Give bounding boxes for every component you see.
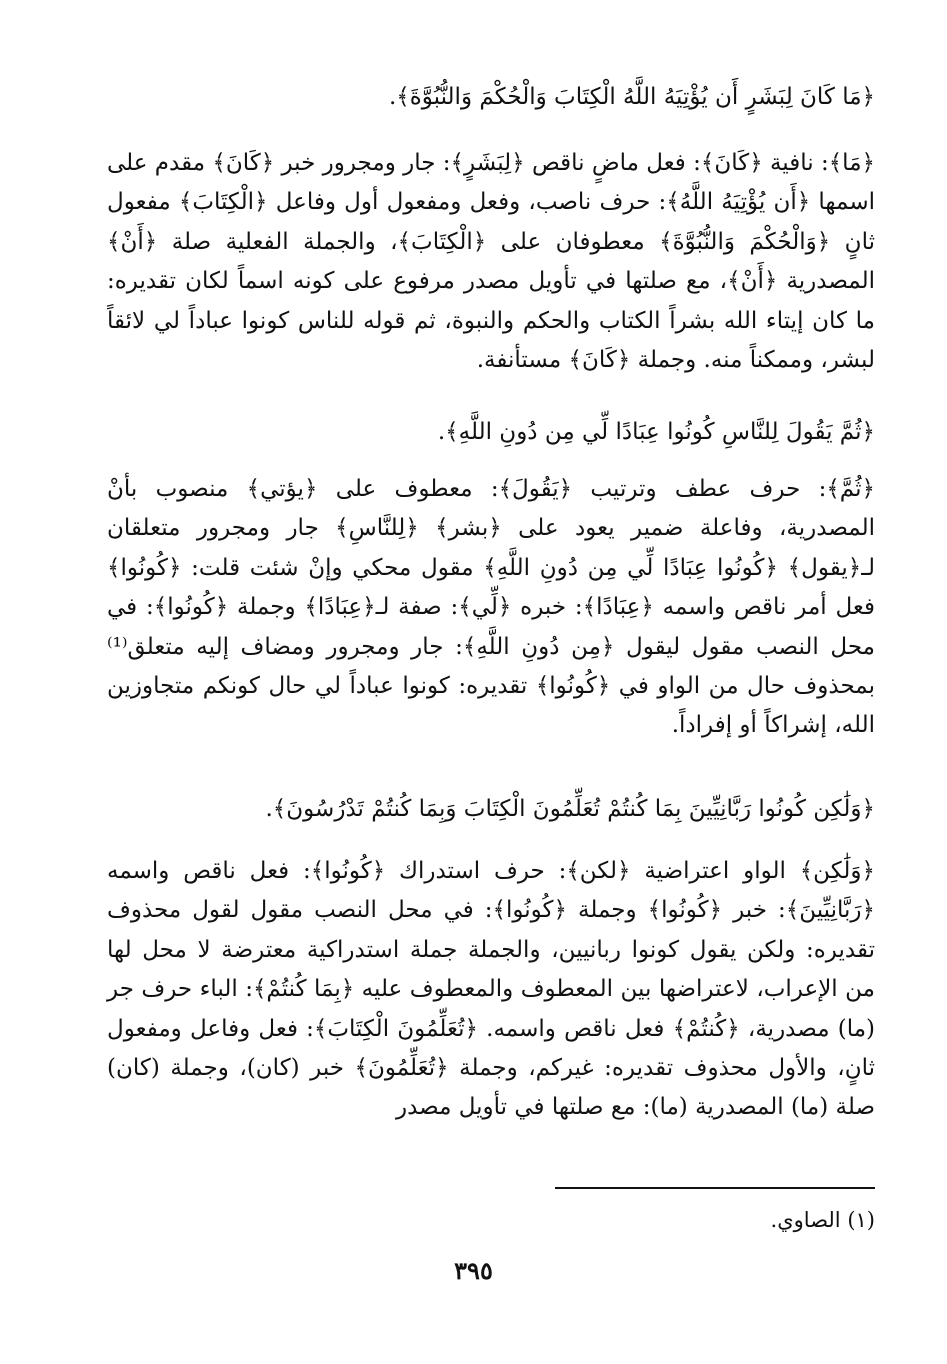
footnote-divider [555, 1187, 875, 1189]
quran-verse-2: ﴿ثُمَّ يَقُولَ لِلنَّاسِ كُونُوا عِبَادًا لِّي مِن دُونِ اللَّهِ﴾. [437, 419, 875, 445]
grammar-analysis-1: ﴿مَا﴾: نافية ﴿كَانَ﴾: فعل ماضٍ ناقص ﴿لِبَشَرٍ﴾: جار ومجرور خبر ﴿كَانَ﴾ مقدم على اسمها ﴿أَن يُؤْتِيَهُ اللَّهُ﴾: حرف ناصب، وفعل ومفعول أول وفاعل ﴿الْكِتَابَ﴾ مفعول ثانٍ ﴿وَالْحُكْمَ وَالنُّبُوَّةَ﴾ معطوفان على ﴿الْكِتَابَ﴾، والجملة الفعلية صلة ﴿أَنْ﴾ المصدرية ﴿أَنْ﴾، مع صلتها في تأويل مصدر مرفوع على كونه اسماً لكان تقديره: ما كان إيتاء الله بشراً الكتاب والحكم والنبوة، ثم قوله للناس كونوا عباداً لي لائقاً لبشر، وممكناً منه. وجملة ﴿كَانَ﴾ مستأنفة. [106, 150, 875, 374]
grammar-analysis-3: ﴿وَلَٰكِن﴾ الواو اعتراضية ﴿لكن﴾: حرف استدراك ﴿كُونُوا﴾: فعل ناقص واسمه ﴿رَبَّانِيِّينَ﴾: خبر ﴿كُونُوا﴾ وجملة ﴿كُونُوا﴾: في محل النصب مقول لقول محذوف تقديره: ولكن يقول كونوا ربانيين، والجملة جملة استدراكية معترضة لا محل لها من الإعراب، لاعتراضها بين المعطوف والمعطوف عليه ﴿بِمَا كُنتُمْ﴾: الباء حرف جر (ما) مصدرية، ﴿كُنتُمْ﴾ فعل ناقص واسمه. ﴿تُعَلِّمُونَ الْكِتَابَ﴾: فعل وفاعل ومفعول ثانٍ، والأول محذوف تقديره: غيركم، وجملة ﴿تُعَلِّمُونَ﴾ خبر (كان)، وجملة (كان) صلة (ما) المصدرية (ما): مع صلتها في تأويل مصدر [107, 858, 875, 1121]
grammar-analysis-2: ﴿ثُمَّ﴾: حرف عطف وترتيب ﴿يَقُولَ﴾: معطوف على ﴿يؤتي﴾ منصوب بأنْ المصدرية، وفاعلة ضمير يعود على ﴿بشر﴾ ﴿لِلنَّاسِ﴾ جار ومجرور متعلقان لـ﴿يقول﴾ ﴿كُونُوا عِبَادًا لِّي مِن دُونِ اللَّهِ﴾ مقول محكي وإنْ شئت قلت: ﴿كُونُوا﴾ فعل أمر ناقص واسمه ﴿عِبَادًا﴾: خبره ﴿لِّي﴾: صفة لـ﴿عِبَادًا﴾ وجملة ﴿كُونُوا﴾: في محل النصب مقول ليقول ﴿مِن دُونِ اللَّهِ﴾: جار ومجرور ومضاف إليه متعلق⁽¹⁾ بمحذوف حال من الواو في ﴿كُونُوا﴾ تقديره: كونوا عباداً لي حال كونكم متجاوزين الله، إشراكاً أو إفراداً. [107, 476, 875, 739]
quran-verse-3: ﴿وَلَٰكِن كُونُوا رَبَّانِيِّينَ بِمَا كُنتُمْ تُعَلِّمُونَ الْكِتَابَ وَبِمَا كُنتُمْ تَدْرُسُونَ﴾. [265, 796, 875, 822]
page-number: ٣٩٥ [454, 1256, 493, 1285]
quran-verse-1: ﴿مَا كَانَ لِبَشَرٍ أَن يُؤْتِيَهُ اللَّهُ الْكِتَابَ وَالْحُكْمَ وَالنُّبُوَّةَ﴾. [388, 84, 875, 110]
footnote: (١) الصاوي. [770, 1208, 875, 1232]
